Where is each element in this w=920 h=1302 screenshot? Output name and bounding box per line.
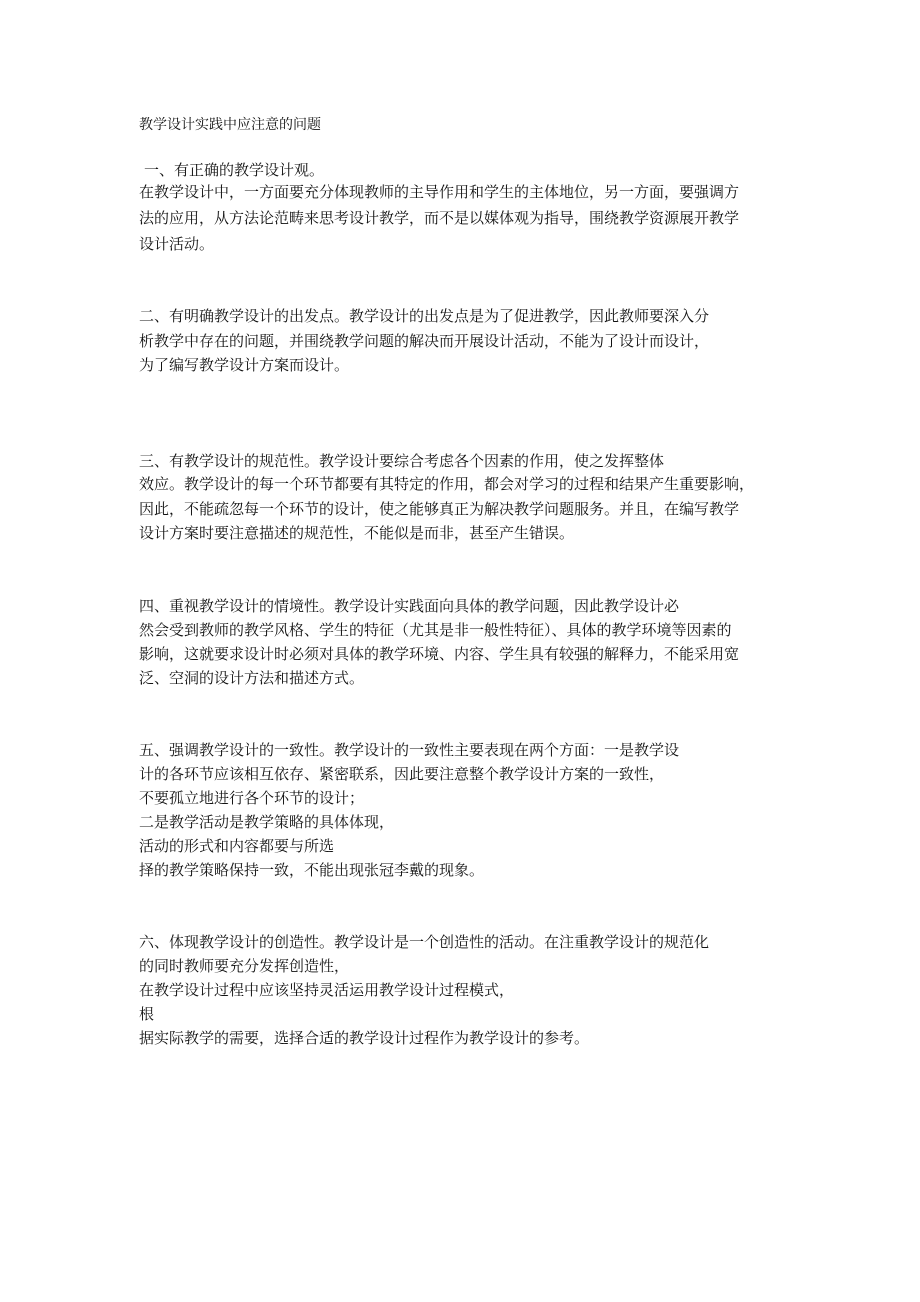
section-1-line-4: 设计活动。 bbox=[139, 235, 215, 253]
section-1-line-1: 一、有正确的教学设计观。 bbox=[144, 161, 325, 179]
section-6-line-4: 根 bbox=[139, 1005, 155, 1023]
section-4-line-1: 四、重视教学设计的情境性。教学设计实践面向具体的教学问题，因此教学设计必 bbox=[139, 597, 680, 615]
section-6-line-5: 据实际教学的需要，选择合适的教学设计过程作为教学设计的参考。 bbox=[139, 1029, 590, 1047]
section-2-line-1: 二、有明确教学设计的出发点。教学设计的出发点是为了促进教学，因此教师要深入分 bbox=[139, 307, 710, 325]
section-5-line-6: 择的教学策略保持一致，不能出现张冠李戴的现象。 bbox=[139, 861, 485, 879]
section-6-line-1: 六、体现教学设计的创造性。教学设计是一个创造性的活动。在注重教学设计的规范化 bbox=[139, 933, 710, 951]
section-5-line-2: 计的各环节应该相互依存、紧密联系，因此要注意整个教学设计方案的一致性， bbox=[139, 765, 665, 783]
section-4-line-3: 影响，这就要求设计时必须对具体的教学环境、内容、学生具有较强的解释力，不能采用宽 bbox=[139, 645, 740, 663]
section-6-line-2: 的同时教师要充分发挥创造性， bbox=[139, 957, 350, 975]
section-2-line-2: 析教学中存在的问题，并围绕教学问题的解决而开展设计活动，不能为了设计而设计， bbox=[139, 332, 710, 350]
section-3-line-4: 设计方案时要注意描述的规范性，不能似是而非，甚至产生错误。 bbox=[139, 524, 575, 542]
section-5-line-1: 五、强调教学设计的一致性。教学设计的一致性主要表现在两个方面：一是教学设 bbox=[139, 741, 680, 759]
section-1-line-2: 在教学设计中，一方面要充分体现教师的主导作用和学生的主体地位，另一方面，要强调方 bbox=[139, 183, 740, 201]
section-1-line-3: 法的应用，从方法论范畴来思考设计教学，而不是以媒体观为指导，围绕教学资源展开教学 bbox=[139, 209, 740, 227]
section-5-line-5: 活动的形式和内容都要与所选 bbox=[139, 837, 335, 855]
section-4-line-4: 泛、空洞的设计方法和描述方式。 bbox=[139, 669, 365, 687]
section-6-line-3: 在教学设计过程中应该坚持灵活运用教学设计过程模式， bbox=[139, 981, 515, 999]
document-title: 教学设计实践中应注意的问题 bbox=[139, 117, 321, 133]
section-5-line-4: 二是教学活动是教学策略的具体体现， bbox=[139, 813, 395, 831]
section-4-line-2: 然会受到教师的教学风格、学生的特征（尤其是非一般性特征）、具体的教学环境等因素的 bbox=[139, 621, 732, 639]
section-5-line-3: 不要孤立地进行各个环节的设计； bbox=[139, 789, 365, 807]
section-2-line-3: 为了编写教学设计方案而设计。 bbox=[139, 356, 350, 374]
section-3-line-1: 三、有教学设计的规范性。教学设计要综合考虑各个因素的作用，使之发挥整体 bbox=[139, 452, 665, 470]
section-3-line-3: 因此，不能疏忽每一个环节的设计，使之能够真正为解决教学问题服务。并且，在编写教学 bbox=[139, 500, 740, 518]
section-3-line-2: 效应。教学设计的每一个环节都要有其特定的作用，都会对学习的过程和结果产生重要影响， bbox=[139, 475, 755, 493]
